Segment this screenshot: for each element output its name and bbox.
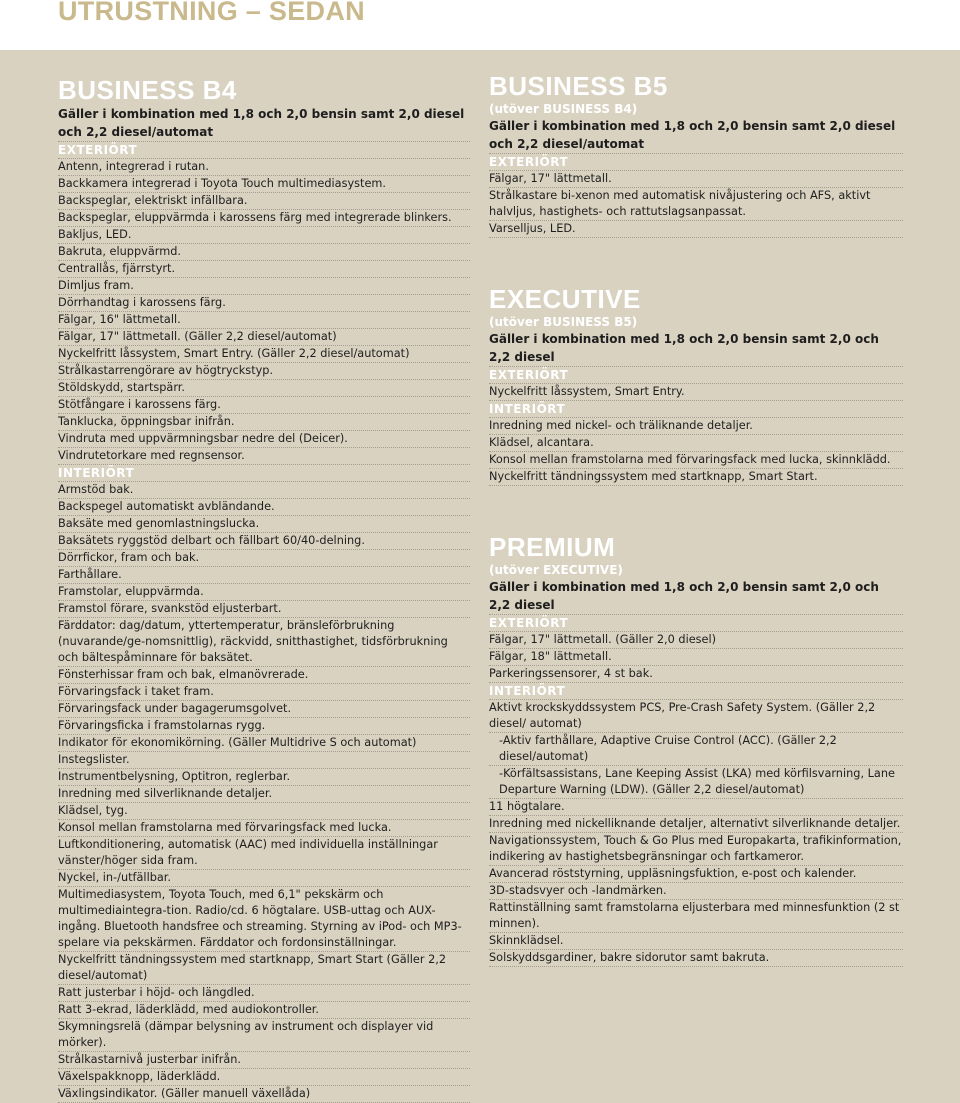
list-item: Nyckelfritt tändningssystem med startknapp, Smart Start (Gäller 2,2 diesel/automat) [58,952,470,985]
list-item: Multimediasystem, Toyota Touch, med 6,1" pekskärm och multimediaintegra-tion. Radio/cd. 6 högtalare. USB-uttag och AUX-ingång. Bluetooth handsfree och streaming. Styrning av iPod- och MP3-spelare via pekskärmen. Färddator och fordonsinställningar. [58,887,470,952]
list-exterior-b4 [58,159,470,465]
list-item: Fälgar, 17" lättmetall. (Gäller 2,2 diesel/automat) [58,329,470,346]
list-item: Solskyddsgardiner, bakre sidorutor samt bakruta. [489,950,903,967]
section-title-premium: PREMIUM [489,532,616,562]
list-interior-premium [489,700,903,967]
list-item: Fönsterhissar fram och bak, elmanövrerade. [58,667,470,684]
list-item: Dimljus fram. [58,278,470,295]
section-note-premium: Gäller i kombination med 1,8 och 2,0 bensin samt 2,0 och 2,2 diesel [489,578,903,615]
list-item: Bakljus, LED. [58,227,470,244]
list-item: Backspeglar, eluppvärmda i karossens färg med integrerade blinkers. [58,210,470,227]
list-item: Baksäte med genomlastningslucka. [58,516,470,533]
list-item: Strålkastarnivå justerbar inifrån. [58,1052,470,1069]
list-item: Inredning med nickel- och träliknande detaljer. [489,418,903,435]
list-item: Färddator: dag/datum, yttertemperatur, bränsleförbrukning (nuvarande/ge-nomsnittlig), räckvidd, snitthastighet, tidsförbrukning och bältespåminnare för baksätet. [58,618,470,667]
list-interior-b4 [58,482,470,1103]
list-item: Backspegel automatiskt avbländande. [58,499,470,516]
list-item: Baksätets ryggstöd delbart och fällbart 60/40-delning. [58,533,470,550]
list-item: Ratt 3-ekrad, läderklädd, med audiokontroller. [58,1002,470,1019]
list-item: Bakruta, eluppvärmd. [58,244,470,261]
section-premium [489,532,903,967]
list-item: Fälgar, 16" lättmetall. [58,312,470,329]
list-item: Strålkastare bi-xenon med automatisk nivåjustering och AFS, aktivt halvljus, hastighets- och rattutslagsanpassat. [489,188,903,221]
list-item: Stöldskydd, startspärr. [58,380,470,397]
list-item: Aktivt krockskyddssystem PCS, Pre-Crash Safety System. (Gäller 2,2 diesel/ automat) [489,700,903,733]
list-item: Nyckelfritt låssystem, Smart Entry. (Gäller 2,2 diesel/automat) [58,346,470,363]
list-item: Klädsel, alcantara. [489,435,903,452]
list-item: Tanklucka, öppningsbar inifrån. [58,414,470,431]
category-exterior-executive: EXTERIÖRT [489,367,903,384]
list-item: Antenn, integrerad i rutan. [58,159,470,176]
category-exterior-premium: EXTERIÖRT [489,615,903,632]
list-exterior-executive [489,384,903,401]
list-item: Förvaringsfack under bagagerumsgolvet. [58,701,470,718]
list-item: -Körfältsassistans, Lane Keeping Assist (LKA) med körfilsvarning, Lane Departure Warning (LDW). (Gäller 2,2 diesel/automat) [489,766,903,799]
list-item: Konsol mellan framstolarna med förvaringsfack med lucka. [58,820,470,837]
list-item: Klädsel, tyg. [58,803,470,820]
list-item: 11 högtalare. [489,799,903,816]
section-business-b5 [489,71,903,238]
list-item: Fälgar, 18" lättmetall. [489,649,903,666]
list-item: Backspeglar, elektriskt infällbara. [58,193,470,210]
list-item: Dörrhandtag i karossens färg. [58,295,470,312]
list-item: Nyckel, in-/utfällbar. [58,870,470,887]
list-item: Växlingsindikator. (Gäller manuell växellåda) [58,1086,470,1103]
section-subtitle-executive: (utöver BUSINESS B5) [489,315,638,329]
list-item: Parkeringssensorer, 4 st bak. [489,666,903,683]
section-note-b4: Gäller i kombination med 1,8 och 2,0 bensin samt 2,0 diesel och 2,2 diesel/automat [58,105,470,142]
list-item: Armstöd bak. [58,482,470,499]
list-interior-executive [489,418,903,486]
list-item: Stötfångare i karossens färg. [58,397,470,414]
list-item: Nyckelfritt låssystem, Smart Entry. [489,384,903,401]
list-item: Instegslister. [58,752,470,769]
list-exterior-premium [489,632,903,683]
list-item: Skymningsrelä (dämpar belysning av instrument och displayer vid mörker). [58,1019,470,1052]
list-item: Rattinställning samt framstolarna eljusterbara med minnesfunktion (2 st minnen). [489,900,903,933]
list-item: Avancerad röststyrning, uppläsningsfuktion, e-post och kalender. [489,866,903,883]
list-item: Instrumentbelysning, Optitron, reglerbar. [58,769,470,786]
category-exterior-b4: EXTERIÖRT [58,142,470,159]
list-item: Centrallås, fjärrstyrt. [58,261,470,278]
list-item: Vindrutetorkare med regnsensor. [58,448,470,465]
list-item: Växelspakknopp, läderklädd. [58,1069,470,1086]
page-title: UTRUSTNING – SEDAN [58,0,365,26]
section-subtitle-b5: (utöver BUSINESS B4) [489,102,638,116]
list-item: Inredning med silverliknande detaljer. [58,786,470,803]
list-exterior-b5 [489,171,903,238]
section-title-b5: BUSINESS B5 [489,71,668,101]
list-item: Farthållare. [58,567,470,584]
list-item: Fälgar, 17" lättmetall. [489,171,903,188]
category-interior-executive: INTERIÖRT [489,401,903,418]
section-title-executive: EXECUTIVE [489,284,641,314]
list-item: Konsol mellan framstolarna med förvaringsfack med lucka, skinnklädd. [489,452,903,469]
list-item: Förvaringsfack i taket fram. [58,684,470,701]
list-item: -Aktiv farthållare, Adaptive Cruise Control (ACC). (Gäller 2,2 diesel/automat) [489,733,903,766]
list-item: 3D-stadsvyer och -landmärken. [489,883,903,900]
section-business-b4 [58,75,470,1103]
list-item: Indikator för ekonomikörning. (Gäller Multidrive S och automat) [58,735,470,752]
category-exterior-b5: EXTERIÖRT [489,154,903,171]
section-note-executive: Gäller i kombination med 1,8 och 2,0 bensin samt 2,0 och 2,2 diesel [489,330,903,367]
list-item: Navigationssystem, Touch & Go Plus med Europakarta, trafikinformation, indikering av hastighetsbegränsningar och fartkameror. [489,833,903,866]
category-interior-b4: INTERIÖRT [58,465,470,482]
list-item: Framstol förare, svankstöd eljusterbart. [58,601,470,618]
header-band [0,0,960,50]
list-item: Varselljus, LED. [489,221,903,238]
list-item: Fälgar, 17" lättmetall. (Gäller 2,0 diesel) [489,632,903,649]
column-right [489,71,903,967]
column-left [58,75,470,1103]
section-subtitle-premium: (utöver EXECUTIVE) [489,563,623,577]
list-item: Inredning med nickelliknande detaljer, alternativt silverliknande detaljer. [489,816,903,833]
list-item: Framstolar, eluppvärmda. [58,584,470,601]
list-item: Nyckelfritt tändningssystem med startknapp, Smart Start. [489,469,903,486]
list-item: Ratt justerbar i höjd- och längdled. [58,985,470,1002]
list-item: Backkamera integrerad i Toyota Touch multimediasystem. [58,176,470,193]
list-item: Strålkastarrengörare av högtryckstyp. [58,363,470,380]
section-executive [489,284,903,486]
category-interior-premium: INTERIÖRT [489,683,903,700]
section-title-b4: BUSINESS B4 [58,75,237,105]
list-item: Skinnklädsel. [489,933,903,950]
list-item: Förvaringsficka i framstolarnas rygg. [58,718,470,735]
list-item: Luftkonditionering, automatisk (AAC) med individuella inställningar vänster/höger sida fram. [58,837,470,870]
list-item: Vindruta med uppvärmningsbar nedre del (Deicer). [58,431,470,448]
section-note-b5: Gäller i kombination med 1,8 och 2,0 bensin samt 2,0 diesel och 2,2 diesel/automat [489,117,903,154]
list-item: Dörrfickor, fram och bak. [58,550,470,567]
